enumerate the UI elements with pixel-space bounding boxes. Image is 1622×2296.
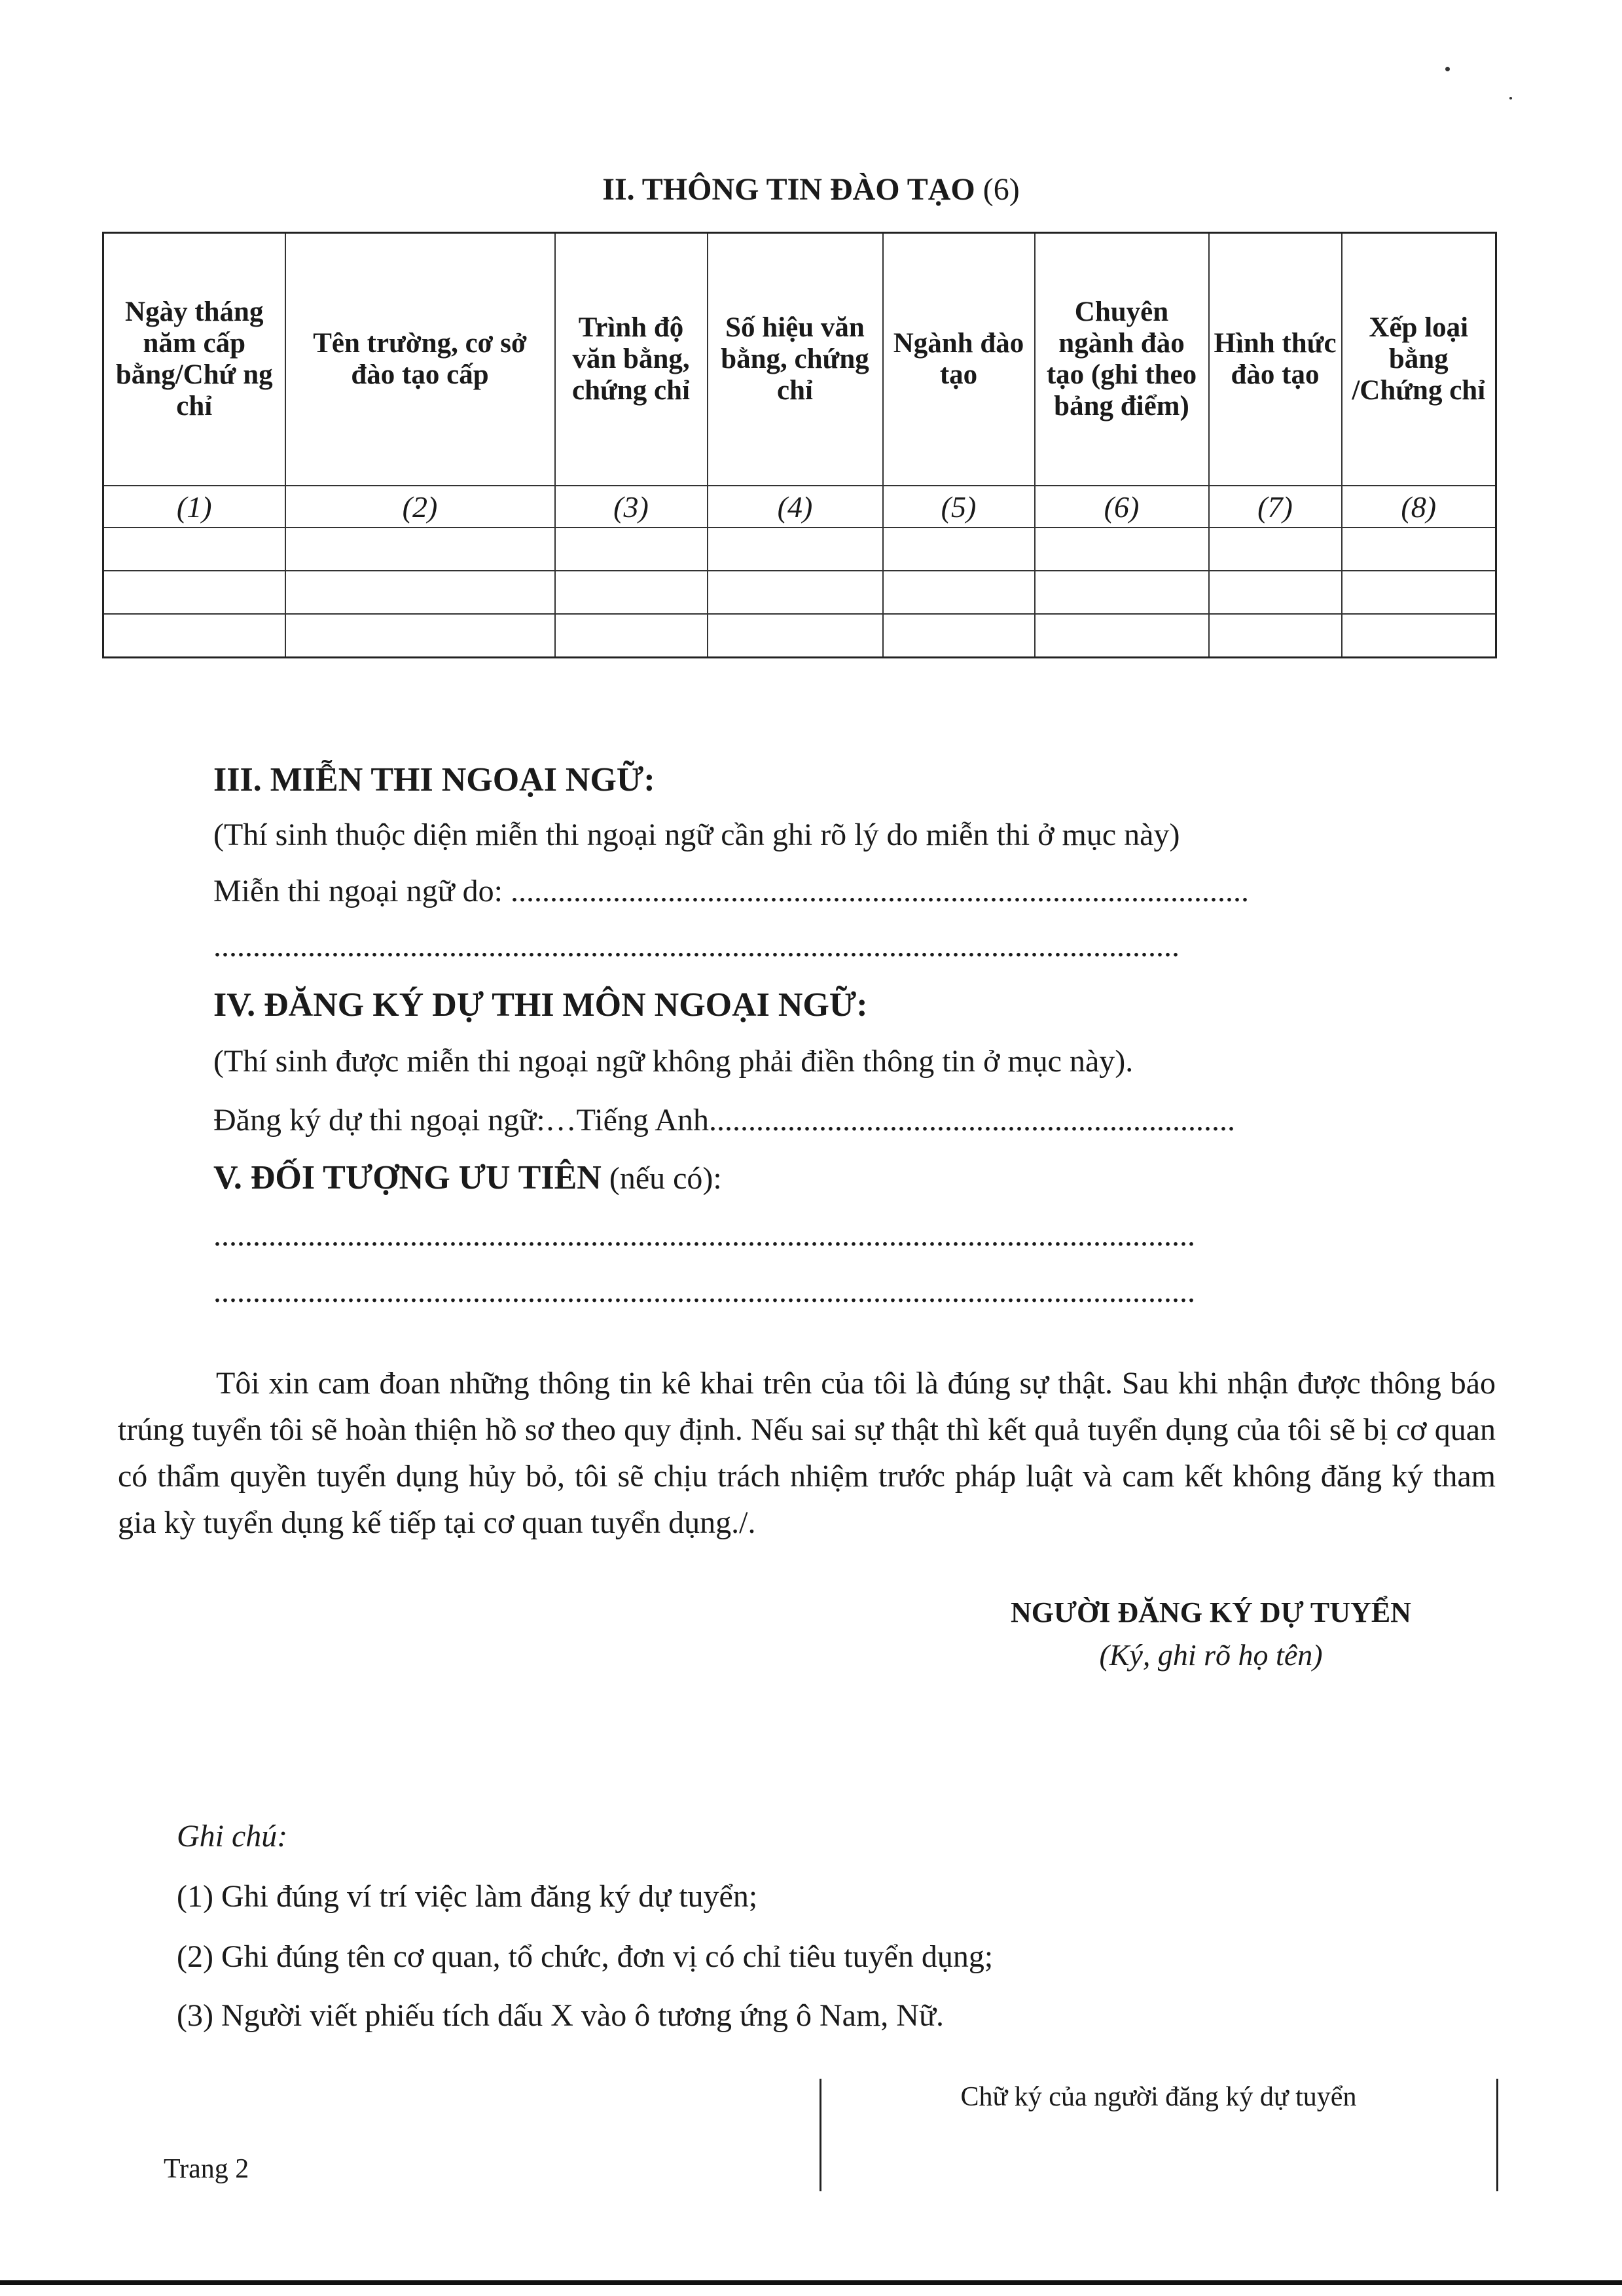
index-cell: (4) bbox=[708, 486, 883, 528]
signature-box-label: Chữ ký của người đăng ký dự tuyển bbox=[960, 2082, 1357, 2112]
table-row bbox=[103, 528, 1496, 571]
section-2-title bbox=[0, 171, 1622, 207]
note-item: (3) Người viết phiếu tích dấu X vào ô tương ứng ô Nam, Nữ. bbox=[177, 1998, 944, 2033]
index-cell: (5) bbox=[883, 486, 1035, 528]
table-cell[interactable] bbox=[1035, 528, 1209, 571]
signature-box-left-border bbox=[820, 2079, 821, 2191]
section-4-title: IV. ĐĂNG KÝ DỰ THI MÔN NGOẠI NGỮ: bbox=[213, 986, 868, 1024]
training-info-table bbox=[102, 232, 1497, 658]
header-issue-date: Ngày tháng năm cấp bằng/Chứ ng chỉ bbox=[103, 233, 285, 486]
table-cell[interactable] bbox=[555, 614, 708, 658]
header-specialization: Chuyên ngành đào tạo (ghi theo bảng điểm) bbox=[1035, 233, 1209, 486]
note-item: (1) Ghi đúng ví trí việc làm đăng ký dự tuyển; bbox=[177, 1879, 758, 1914]
table-cell[interactable] bbox=[555, 528, 708, 571]
section-3-instruction: (Thí sinh thuộc diện miễn thi ngoại ngữ cần ghi rõ lý do miễn thi ở mục này) bbox=[213, 817, 1180, 852]
table-row bbox=[103, 571, 1496, 614]
table-cell[interactable] bbox=[708, 528, 883, 571]
declaration-paragraph: Tôi xin cam đoan những thông tin kê khai trên của tôi là đúng sự thật. Sau khi nhận được thông báo trúng tuyển tôi sẽ hoàn thiện hồ sơ theo quy định. Nếu sai sự thật thì kết quả tuyển dụng của tôi sẽ bị cơ quan có thẩm quyền tuyển dụng hủy bỏ, tôi sẽ chịu trách nhiệm trước pháp luật và cam kết không đăng ký tham gia kỳ tuyển dụng kế tiếp tại cơ quan tuyển dụng./. bbox=[118, 1366, 1496, 1540]
section-5-title-suffix: (nếu có): bbox=[609, 1161, 722, 1196]
table-cell[interactable] bbox=[708, 614, 883, 658]
signature-subtitle: (Ký, ghi rõ họ tên) bbox=[1099, 1638, 1323, 1672]
exemption-reason-dots: .............................................................................................. bbox=[510, 874, 1249, 908]
table-cell[interactable] bbox=[285, 614, 555, 658]
priority-dots-line-2[interactable]: ............................................................................................................................. bbox=[213, 1274, 1195, 1309]
table-cell[interactable] bbox=[1035, 614, 1209, 658]
index-cell: (2) bbox=[285, 486, 555, 528]
notes-heading: Ghi chú: bbox=[177, 1819, 288, 1854]
exemption-reason-line[interactable] bbox=[213, 873, 1249, 909]
section-3-title: III. MIỄN THI NGOẠI NGỮ: bbox=[213, 761, 655, 798]
header-field: Ngành đào tạo bbox=[883, 233, 1035, 486]
index-cell: (7) bbox=[1209, 486, 1342, 528]
index-cell: (1) bbox=[103, 486, 285, 528]
header-degree-level: Trình độ văn bằng, chứng chỉ bbox=[555, 233, 708, 486]
language-register-line[interactable] bbox=[213, 1102, 1235, 1138]
table-cell[interactable] bbox=[285, 528, 555, 571]
table-cell[interactable] bbox=[285, 571, 555, 614]
language-register-label: Đăng ký dự thi ngoại ngữ: bbox=[213, 1103, 545, 1138]
table-cell[interactable] bbox=[103, 571, 285, 614]
table-row bbox=[103, 614, 1496, 658]
table-cell[interactable] bbox=[1209, 528, 1342, 571]
table-cell[interactable] bbox=[708, 571, 883, 614]
table-cell[interactable] bbox=[103, 614, 285, 658]
table-cell[interactable] bbox=[883, 614, 1035, 658]
index-cell: (8) bbox=[1342, 486, 1496, 528]
table-cell[interactable] bbox=[1035, 571, 1209, 614]
header-classification: Xếp loại bằng /Chứng chỉ bbox=[1342, 233, 1496, 486]
header-degree-number: Số hiệu văn bằng, chứng chỉ bbox=[708, 233, 883, 486]
table-cell[interactable] bbox=[103, 528, 285, 571]
section-5-title bbox=[213, 1158, 722, 1197]
language-register-value: …Tiếng Anh................................................................... bbox=[545, 1103, 1235, 1138]
signature-box-right-border bbox=[1496, 2079, 1498, 2191]
table-index-row bbox=[103, 486, 1496, 528]
page-number: Trang 2 bbox=[164, 2154, 249, 2184]
section-5-title-text: V. ĐỐI TƯỢNG ƯU TIÊN bbox=[213, 1159, 602, 1196]
section-2-title-text: II. THÔNG TIN ĐÀO TẠO bbox=[602, 172, 975, 207]
table-cell[interactable] bbox=[883, 528, 1035, 571]
table-cell[interactable] bbox=[1342, 528, 1496, 571]
note-item: (2) Ghi đúng tên cơ quan, tổ chức, đơn vị có chỉ tiêu tuyển dụng; bbox=[177, 1939, 994, 1974]
table-header-row bbox=[103, 233, 1496, 486]
exemption-reason-label: Miễn thi ngoại ngữ do: bbox=[213, 874, 503, 908]
table-cell[interactable] bbox=[1342, 571, 1496, 614]
table-cell[interactable] bbox=[1342, 614, 1496, 658]
table-cell[interactable] bbox=[883, 571, 1035, 614]
section-2-title-number: (6) bbox=[982, 172, 1020, 207]
priority-dots-line-1[interactable]: ............................................................................................................................. bbox=[213, 1218, 1195, 1253]
page-bottom-edge bbox=[0, 2280, 1622, 2285]
index-cell: (6) bbox=[1035, 486, 1209, 528]
signature-title: NGƯỜI ĐĂNG KÝ DỰ TUYỂN bbox=[1011, 1596, 1411, 1628]
scan-speck bbox=[1509, 97, 1512, 99]
section-4-instruction: (Thí sinh được miễn thi ngoại ngữ không phải điền thông tin ở mục này). bbox=[213, 1044, 1134, 1079]
header-school-name: Tên trường, cơ sở đào tạo cấp bbox=[285, 233, 555, 486]
table-cell[interactable] bbox=[1209, 614, 1342, 658]
header-training-mode: Hình thức đào tạo bbox=[1209, 233, 1342, 486]
scan-speck bbox=[1445, 67, 1450, 71]
table-cell[interactable] bbox=[555, 571, 708, 614]
exemption-reason-dots-line-2[interactable]: ........................................................................................................................... bbox=[213, 929, 1180, 963]
index-cell: (3) bbox=[555, 486, 708, 528]
table-cell[interactable] bbox=[1209, 571, 1342, 614]
